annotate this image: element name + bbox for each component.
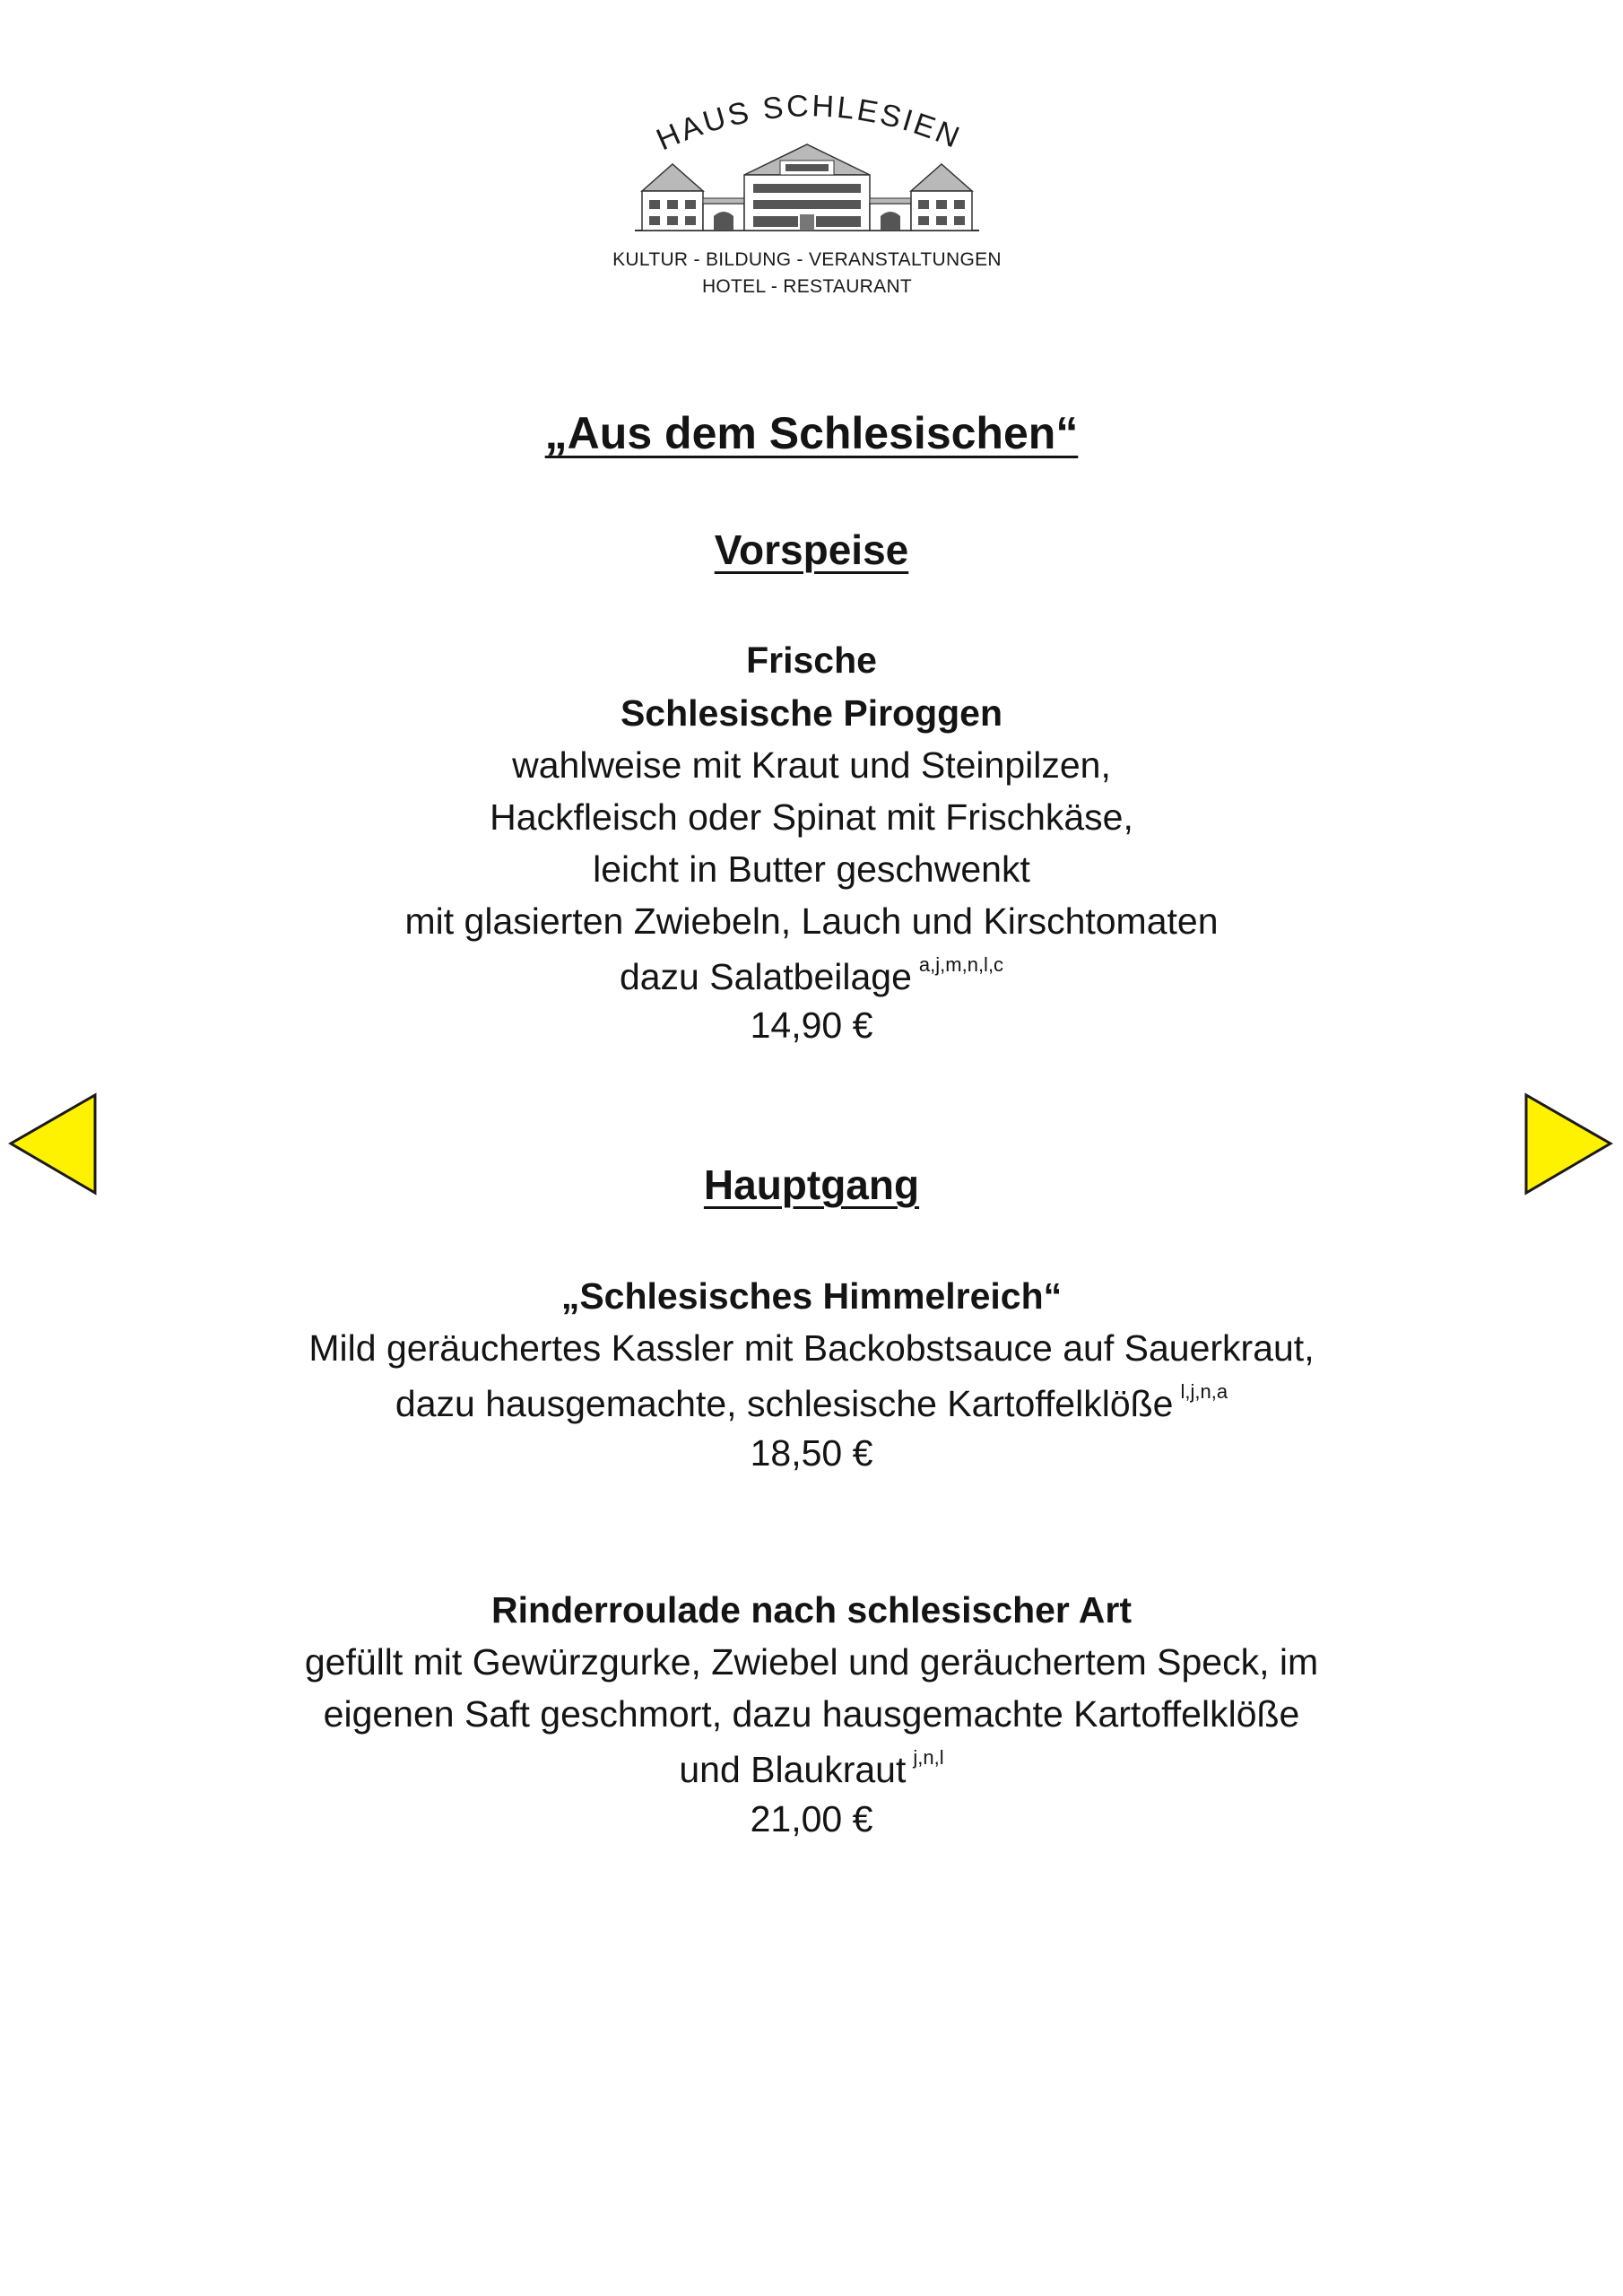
dish-description-line: leicht in Butter geschwenkt	[593, 848, 1030, 890]
haus-schlesien-logo	[592, 85, 1022, 318]
dish-description-line: dazu Salatbeilage $^{a,j,m,n,l,c}$	[619, 953, 1004, 997]
allergen-codes: a,j,m,n,l,c	[918, 953, 1004, 976]
dish-name: Rinderroulade nach schlesischer Art	[491, 1589, 1132, 1631]
dish-description-line: dazu hausgemachte, schlesische Kartoffelklöße $^{l,j,n,a}$	[395, 1380, 1228, 1424]
logo-building-illustration	[592, 85, 1022, 247]
dish-name: „Schlesisches Himmelreich“	[560, 1275, 1063, 1317]
dish-name-line: Frische	[746, 639, 877, 681]
logo-tagline-culture: KULTUR - BILDUNG - VERANSTALTUNGEN	[612, 249, 1002, 270]
dish-description-line: gefüllt mit Gewürzgurke, Zwiebel und geräuchertem Speck, im	[304, 1641, 1319, 1683]
dish-name-line: Schlesische Piroggen	[620, 692, 1003, 734]
dish-price: 18,50 €	[750, 1432, 873, 1474]
allergen-codes: l,j,n,a	[1180, 1380, 1228, 1403]
triangle-left-icon	[7, 1092, 97, 1196]
dish-description-line: Mild geräuchertes Kassler mit Backobstsauce auf Sauerkraut,	[308, 1327, 1315, 1369]
dish-description-line: Hackfleisch oder Spinat mit Frischkäse,	[490, 796, 1133, 838]
triangle-right-icon	[1524, 1092, 1614, 1196]
logo-tagline-hotel: HOTEL - RESTAURANT	[701, 276, 913, 297]
dish-description-line: und Blaukraut $^{j,n,l}$	[679, 1746, 944, 1790]
dish-description-line: wahlweise mit Kraut und Steinpilzen,	[512, 744, 1111, 786]
dish-price: 14,90 €	[750, 1004, 873, 1046]
section-heading-main: Hauptgang	[703, 1161, 920, 1208]
logo-wordmark: HAUS SCHLESIEN	[651, 89, 967, 158]
allergen-codes: j,n,l	[913, 1746, 944, 1769]
menu-title: „Aus dem Schlesischen“	[544, 408, 1079, 458]
dish-price: 21,00 €	[750, 1798, 873, 1839]
section-heading-starter: Vorspeise	[714, 526, 909, 573]
dish-description-line: mit glasierten Zwiebeln, Lauch und Kirschtomaten	[404, 900, 1219, 942]
dish-description-line: eigenen Saft geschmort, dazu hausgemachte Kartoffelklöße	[323, 1693, 1300, 1735]
previous-page-button[interactable]	[7, 1092, 97, 1196]
next-page-button[interactable]	[1524, 1092, 1614, 1196]
